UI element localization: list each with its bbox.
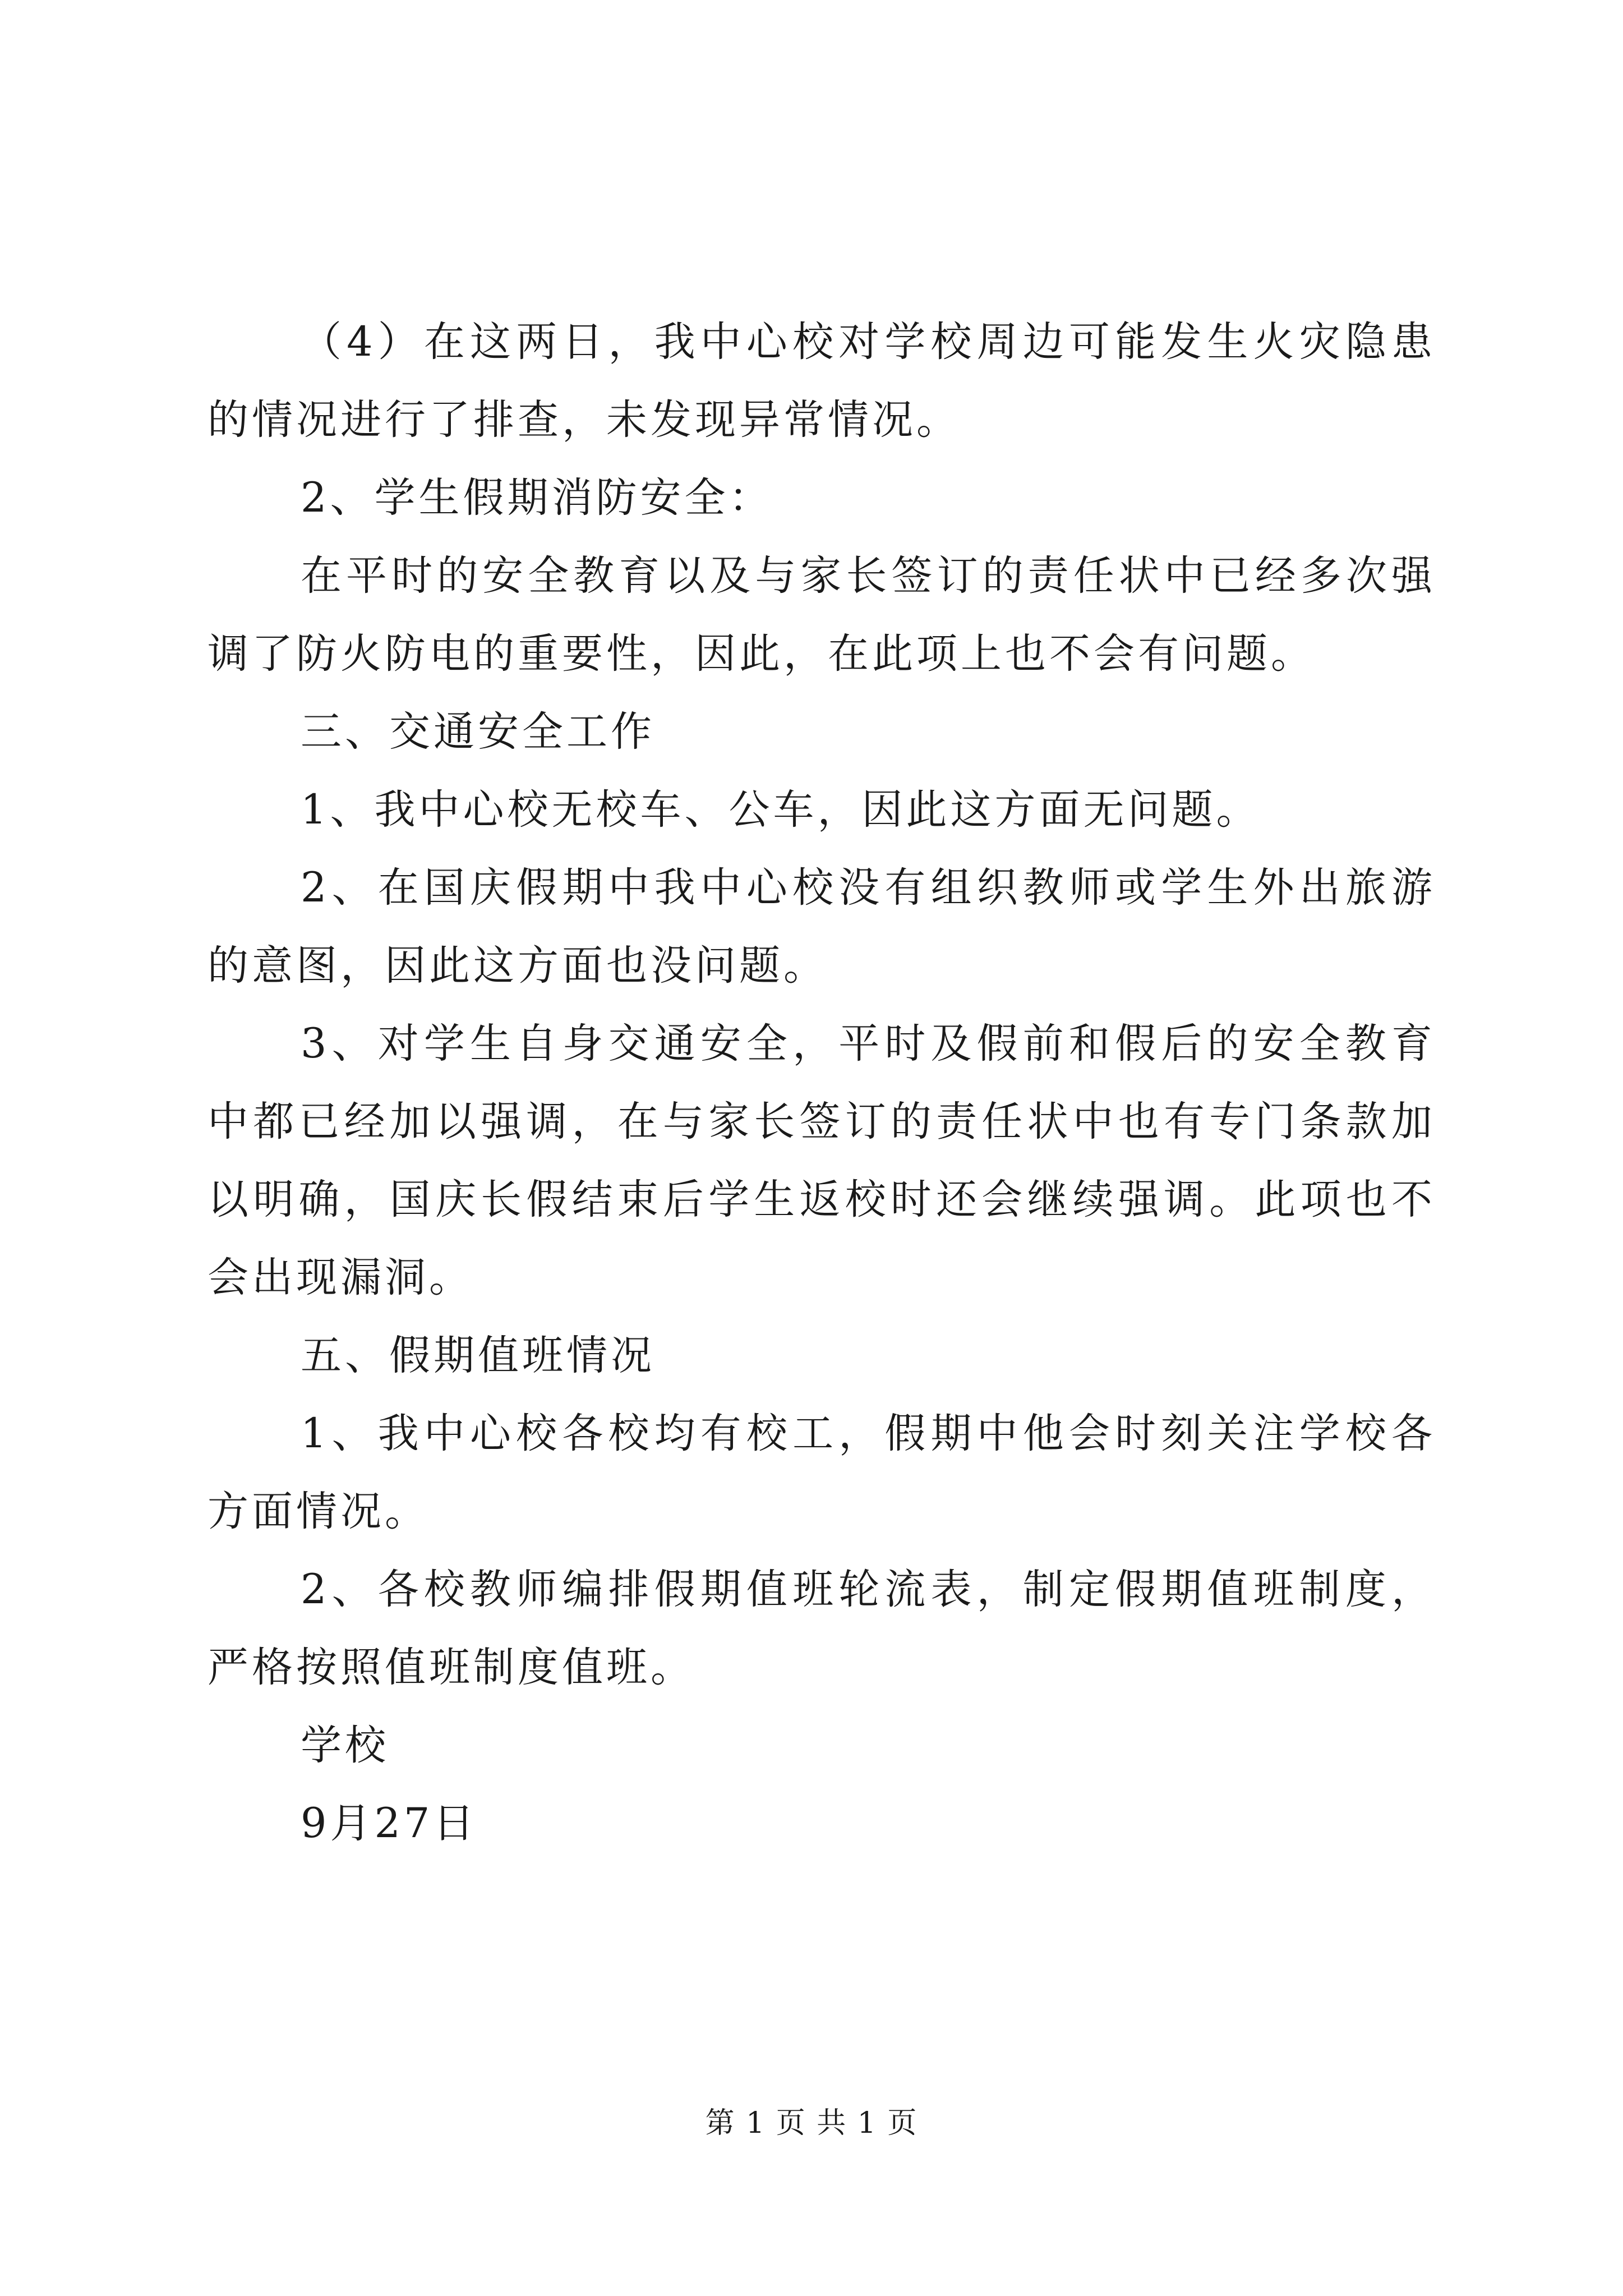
paragraph-fire-inspection: （4）在这两日，我中心校对学校周边可能发生火灾隐患的情况进行了排查，未发现异常情况。 xyxy=(208,318,1436,444)
paragraph-safety-education: 在平时的安全教育以及与家长签订的责任状中已经多次强调了防火防电的重要性，因此，在此项上也不会有问题。 xyxy=(208,552,1436,678)
page-footer: 第 1 页 共 1 页 xyxy=(705,2106,918,2140)
section-heading-holiday-duty: 五、假期值班情况 xyxy=(301,1332,655,1379)
paragraph-duty-roster: 2、各校教师编排假期值班轮流表，制定假期值班制度，严格按照值班制度值班。 xyxy=(208,1566,1436,1691)
paragraph-no-school-bus: 1、我中心校无校车、公车，因此这方面无问题。 xyxy=(301,786,1261,834)
paragraph-student-fire-safety-heading: 2、学生假期消防安全： xyxy=(301,474,773,522)
paragraph-school-workers: 1、我中心校各校均有校工，假期中他会时刻关注学校各方面情况。 xyxy=(208,1410,1436,1535)
signature-school: 学校 xyxy=(301,1722,389,1769)
document-body xyxy=(208,303,1436,1862)
signature-date: 9月27日 xyxy=(301,1800,478,1847)
paragraph-no-travel: 2、在国庆假期中我中心校没有组织教师或学生外出旅游的意图，因此这方面也没问题。 xyxy=(208,864,1436,990)
section-heading-traffic-safety: 三、交通安全工作 xyxy=(301,708,655,756)
paragraph-student-traffic-safety: 3、对学生自身交通安全，平时及假前和假后的安全教育中都已经加以强调，在与家长签订的责任状中也有专门条款加以明确，国庆长假结束后学生返校时还会继续强调。此项也不会出现漏洞。 xyxy=(208,1020,1436,1301)
